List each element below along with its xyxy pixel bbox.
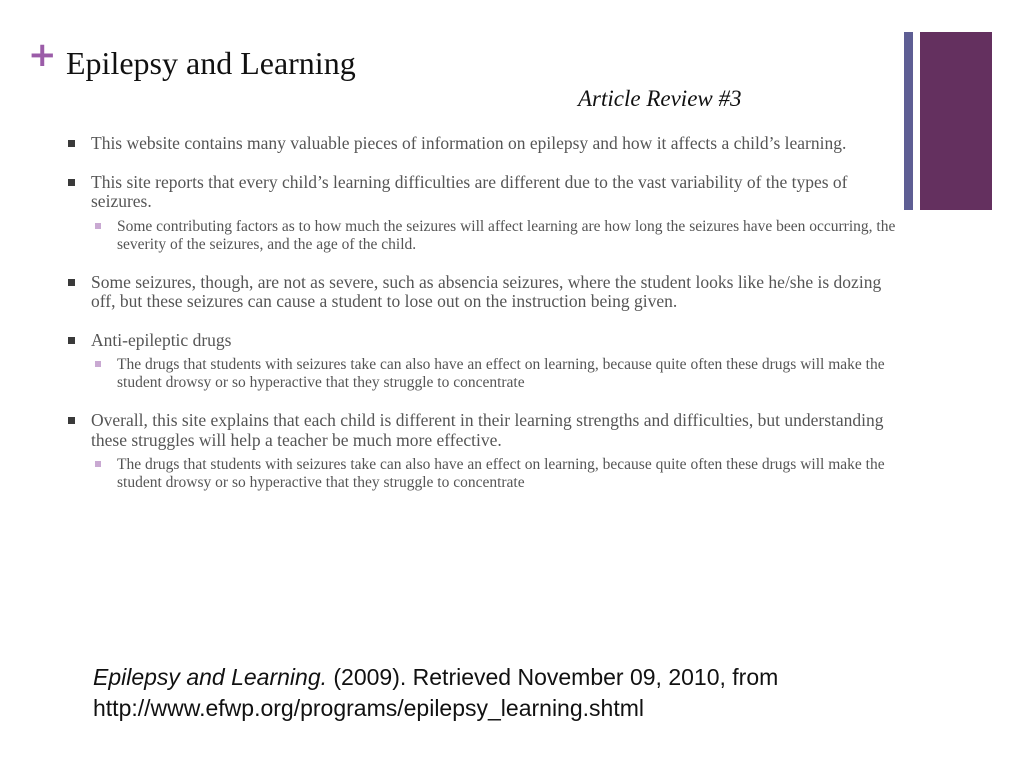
bullet-list (66, 134, 902, 511)
sub-bullet-text: Some contributing factors as to how much the seizures will affect learning are how long the seizures have been occurring, the severity of the seizures, and the age of the child. (117, 217, 896, 253)
sub-bullet-text: The drugs that students with seizures take can also have an effect on learning, because quite often these drugs will make the student drowsy or so hyperactive that they struggle to concentrate (117, 456, 885, 491)
bullet-item (66, 173, 902, 254)
decorative-bar-thin (904, 32, 913, 210)
sub-bullet-item (91, 456, 902, 492)
bullet-item (66, 411, 902, 492)
slide-subtitle: Article Review #3 (578, 86, 742, 111)
decorative-bar-wide (920, 32, 992, 210)
bullet-item (66, 331, 902, 393)
square-bullet-icon (68, 140, 75, 147)
square-bullet-icon (68, 279, 75, 286)
square-bullet-icon (68, 179, 75, 186)
citation (93, 662, 893, 724)
square-sub-bullet-icon (95, 461, 101, 467)
square-bullet-icon (68, 337, 75, 344)
bullet-text: Some seizures, though, are not as severe, such as absencia seizures, where the student looks like he/she is dozing off, but these seizures can cause a student to lose out on the instruction being given. (91, 271, 882, 311)
citation-details: (2009). Retrieved November 09, 2010, from http://www.efwp.org/programs/epilepsy_learning.shtml (93, 664, 779, 721)
sub-bullet-item (91, 218, 902, 254)
bullet-text: This site reports that every child’s learning difficulties are different due to the vast variability of the types of seizures. (91, 171, 848, 211)
sub-bullet-item (91, 356, 902, 392)
citation-title: Epilepsy and Learning. (93, 664, 327, 690)
square-bullet-icon (68, 417, 75, 424)
sub-bullet-text: The drugs that students with seizures take can also have an effect on learning, because quite often these drugs will make the student drowsy or so hyperactive that they struggle to concentrate (117, 356, 885, 391)
square-sub-bullet-icon (95, 361, 101, 367)
plus-icon: + (28, 35, 57, 75)
bullet-item (66, 134, 902, 154)
bullet-text: This website contains many valuable pieces of information on epilepsy and how it affects a child’s learning. (91, 133, 847, 153)
square-sub-bullet-icon (95, 223, 101, 229)
slide-title: Epilepsy and Learning (66, 45, 356, 81)
bullet-item (66, 273, 902, 312)
bullet-text: Overall, this site explains that each child is different in their learning strengths and difficulties, but understanding these struggles will help a teacher be much more effective. (91, 410, 884, 450)
bullet-text: Anti-epileptic drugs (91, 329, 232, 350)
